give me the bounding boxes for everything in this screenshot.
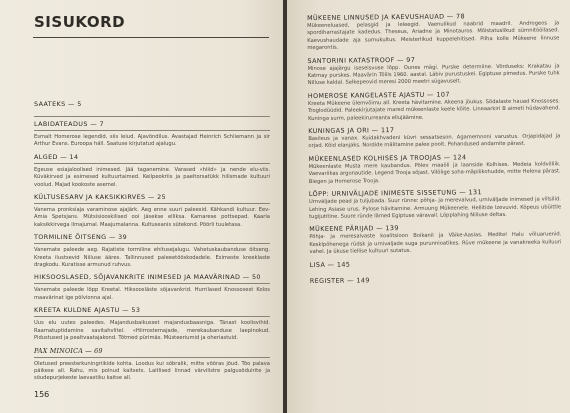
toc-entry-description: Uus elu uutes paleedes. Majandusbaikusset majandusbaasniga. Tänast koolisvihid. Raamatuptidamine savitahvlitel. «Hiirrostemajade, merekaubanduse laepinokud. Pidustused ja pealtvaatajakond. Tõtmed pürimäs. Müsteeriumid ja oheriastuid. (34, 320, 270, 342)
toc-entry-heading: LÕPP: URNIVÄLJADE INIMESTE SISSETUNG — 131 (308, 188, 482, 199)
toc-left-column (34, 100, 270, 387)
toc-entry-description: Põhja- ja meresalvaste koalitsioon Boikanil ja Väike-Aasias. Meditel Halu võluaruenid. Kesklpõhenega rüdsk ja urnivaljade suga purunnioatikes. Rüve mükeene ja vanakreeka kulluuri vahel. Ja ükuse tiellise kultuuri sutatus. (309, 231, 562, 256)
toc-entry-heading: ALGED — 14 (34, 152, 79, 161)
toc-entry-heading: LABIDATEADUS — 7 (34, 120, 104, 128)
toc-entry-heading: PAX MINOICA — 69 (34, 346, 103, 355)
entry-rule (34, 116, 270, 117)
toc-entry-description: Minose ajajärgu iseseisvuse lõpp. Ounes mägi. Purske determiine. Vörduseks: Krakatau ja Katmay purskes. Maavärin Tölils 1960. aastal. Läbiv purustuskei. Egiptuse pimedus. Purske tuhk Nilluse kaldal. Selkepeovid meresi 2000 meetri sügavuselt. (307, 62, 560, 87)
toc-entry-description: Kreeta Mükeene ülemvõimu all. Kreeta hävitamine. Akeena jöukus. Sõdalaste hauad Knossoses. Troglodüüdid. Paleekirjutajate mared mükeenlaste keele kõite. Lineaarkiri B aimeti hüdavahend. Kuninga surm, paleekirurreanta ellujäämine. (307, 98, 561, 122)
entry-rule (34, 243, 270, 244)
toc-entry (34, 273, 270, 302)
toc-entry-heading: MÜKEENE PÄRIJAD — 139 (309, 224, 399, 234)
toc-entry (309, 187, 561, 221)
toc-entry-heading: MÜKEENE LINNUSED JA KAEVUSHAUAD — 78 (307, 12, 466, 22)
toc-entry (310, 274, 562, 286)
toc-entry-heading: TORMILINE ÕITSENG — 39 (34, 233, 128, 242)
toc-entry (308, 89, 560, 123)
toc-entry-heading: KREETA KULDNE AJASTU — 53 (34, 306, 141, 315)
toc-entry-heading: REGISTER — 149 (309, 275, 370, 285)
entry-rule (34, 203, 270, 204)
toc-entry-heading: KUNINGAS JA ORI — 117 (308, 126, 395, 136)
toc-entry-description: Egeuse esiajaloolised inimesed. Jää taganemine. Varased «hiiid» ja nende elu-viis. Küväkirved ja esimesed kultuurtaimed. Keilpeokriis ja paeltorsatükk hilismade kultuuri voolud. Majad kookoste asemel. (34, 166, 270, 188)
toc-entry-heading: SANTORINI KATASTROOF — 97 (307, 55, 416, 65)
toc-entry-description: Mükeenlaste Musta mere kaubandus. Põlev maaöli ja laanside Kolhises. Medeia koldvilliik. Vaevariikas argonautide. Legend Trooja sõjast. Vilõlige soha-mäpilikohudde, mitte Helena pärast. Biegen ja Homerose Trooja. (308, 161, 561, 185)
toc-entry-description: Basileus ja vanax. Kuidakhvadeni küvri sessatseson. Agamemnoni varustus. Orjapidajad ja orjad. Kõid elanjaks. Nordide mälitamine palee poolt. Pohandused andamite pärast. (308, 133, 561, 150)
toc-entry-heading: KÜLTUSESARV JA KAKSIKKIRVES — 25 (34, 193, 167, 202)
entry-rule (34, 283, 270, 284)
entry-rule (34, 130, 270, 131)
toc-entry (34, 100, 270, 117)
title-rule (33, 37, 269, 38)
toc-entry (34, 153, 270, 189)
toc-entry-heading: LISA — 145 (309, 260, 351, 269)
toc-entry-description: Oletused preesterkuningriikide kohta. Loodus kui sõbralik, mitte võõras jõud. Tõo palava päikese all. Rahu, mis polnud kaitsets. Laitlised linnad värvilistre palgusõduirite ja sõudepurjekeste laevastiku kaitse all. (34, 360, 270, 382)
left-page (0, 0, 283, 413)
toc-entry (34, 120, 270, 149)
toc-right-column (307, 11, 562, 292)
entry-rule (34, 163, 270, 164)
toc-entry (310, 258, 562, 270)
right-page (287, 0, 570, 413)
toc-entry (34, 193, 270, 229)
toc-entry-heading: HOMEROSE KANGELASTE AJASTU — 107 (307, 90, 450, 100)
toc-entry-heading: MÜKEENLASED KOLHISES JA TROOJAS — 124 (308, 153, 467, 163)
toc-entry-description: Urnväljade pead ja tuljubada. Suur rünne: põhja- ja merevalvud, urniväljade inimesed ja villsilid. Lehing Asiase urus. Pylose hävitamine. Armuung Mükeenele. Hellitide lzevuvid. Kõpeus ubüittle tugijutitine. Suure ründe lämed Egiptuse väravail. Lõpplahing Niiluse deltas. (308, 196, 562, 220)
entry-rule (34, 357, 270, 358)
toc-entry-description: Esmalt Homerose legendid, siis leiud. Ajavöndilus. Avastajad Heinrich Schliemann ja sir Arthur Evans. Euroopa häll. Saatuse kirjutatud ajalugu. (34, 134, 270, 148)
toc-entry (308, 124, 560, 150)
page-title: SISUKORD (34, 13, 126, 31)
entry-rule (34, 316, 270, 317)
toc-entry-heading: HIKSOOSLASED, SÕJAVANKRITE INIMESED JA MAAVÄRINAD — 50 (34, 273, 261, 282)
toc-entry-description: Mükeeneluased, pelasgid ja leleegid. Vaenulikud naabrid maadril. Androgeos ja spordiharrastajate kadedus. Theseus, Ariadne ja Minotauros. Mõistatuslikud sümnitööilased. Kaevushaudade aja surnukultus. Meisterlikud kuppelehitised. Pilha kolle Mükeene linnuse megarontis. (307, 20, 560, 52)
toc-entry-heading: SAATEKS — 5 (34, 100, 82, 108)
toc-entry (308, 152, 560, 186)
page-number: 156 (34, 390, 50, 399)
toc-entry (307, 11, 559, 52)
toc-entry (307, 54, 559, 88)
toc-entry-description: Vanemate paleede löpp Kreetal. Hiksoosläste sõjavankrid. Hurrilased Knossosest Kolos maavärinat ige põlvionna ajal. (34, 287, 270, 301)
toc-entry (34, 306, 270, 342)
toc-entry-description: Vanema pronksiaja varaminose ajajärk. Aeg enne suuri paleesid. Kähkandi kultuur. Eev-Amia Spetsjans. Mütsisiooskilised ooi jäsekse elliksa. Kamarese pottsepad. Kaaria kaksikkirvega ilmajumal. Maajumalanna. Kultuseanis sütekond. Pöörli tuuletasa. (34, 207, 270, 228)
toc-entry (34, 347, 270, 383)
toc-entry-description: Vanemate paleede aeg. Rajatiste tormiline ehitusejalugu. Vahetuskaubanduse õitseng. Kreeta ilustsevid Niiluse ääres. Tallinnused paleeetööskodadele. Esimeste kreeklaste dragkodu. Kuratisse armunud ruhvus. (34, 247, 270, 269)
toc-entry (34, 233, 270, 269)
toc-entry (309, 223, 561, 257)
